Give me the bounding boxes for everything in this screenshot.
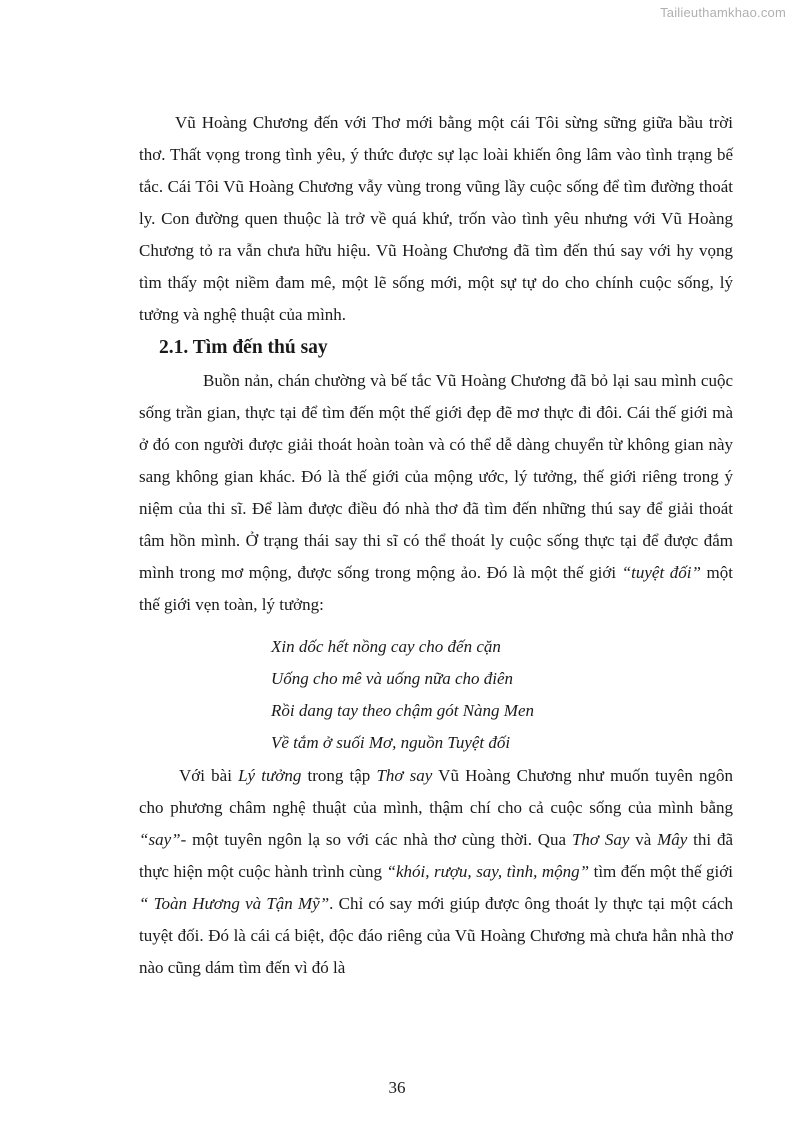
page-number: 36 — [388, 1078, 406, 1097]
poem-line: Uống cho mê và uống nữa cho điên — [271, 669, 514, 688]
poem-excerpt — [139, 631, 733, 759]
poem-line: Rồi dang tay theo chậm gót Nàng Men — [271, 701, 534, 720]
italic-title: Thơ Say — [571, 830, 630, 849]
paragraph-text: Vũ Hoàng Chương như muốn tuyên ngôn cho phương châm nghệ thuật của mình, thậm chí cho cả cuộc sống của mình bằng — [139, 766, 733, 817]
italic-title: Thơ say — [376, 766, 433, 785]
italic-quote: “say” — [139, 830, 181, 849]
italic-quote: “ Toàn Hương và Tận Mỹ” — [139, 894, 330, 913]
paragraph-text: . Chỉ có say mới giúp được ông thoát ly thực tại một cách tuyệt đối. Đó là cái cá biệt, độc đáo riêng của Vũ Hoàng Chương mà chưa hẳn nhà thơ nào cũng dám tìm đến vì đó là — [139, 894, 733, 977]
watermark: Tailieuthamkhao.com — [660, 5, 786, 20]
paragraph-text: trong tập — [301, 766, 377, 785]
paragraph-text: - một tuyên ngôn lạ so với các nhà thơ cùng thời. Qua — [180, 830, 572, 849]
italic-quote: “khói, rượu, say, tình, mộng” — [386, 862, 590, 881]
section-heading: 2.1. Tìm đến thú say — [159, 337, 328, 358]
italic-title: Mây — [657, 830, 688, 849]
italic-title: Lý tưởng — [238, 766, 302, 785]
paragraph-text: Buồn nản, chán chường và bế tắc Vũ Hoàng Chương đã bỏ lại sau mình cuộc sống trần gian, thực tại để tìm đến một thế giới đẹp đẽ mơ thực đi đôi. Cái thế giới mà ở đó con người được giải thoát hoàn toàn và có thể dễ dàng chuyển từ không gian này sang không gian khác. Đó là thế giới của mộng ước, lý tưởng, thế giới riêng trong ý niệm của thi sĩ. Để làm được điều đó nhà thơ đã tìm đến những thú say để giải thoát tâm hồn mình. Ở trạng thái say thi sĩ có thể thoát ly cuộc sống thực tại để được đắm mình trong mơ mộng, được sống trong mộng ảo. Đó là một thế giới — [139, 371, 733, 582]
paragraph-text: thi đã thực hiện một cuộc hành trình cùng — [139, 830, 734, 881]
poem-line: Xin dốc hết nồng cay cho đến cặn — [271, 637, 501, 656]
poem-line: Về tắm ở suối Mơ, nguồn Tuyệt đối — [271, 733, 511, 752]
paragraph-ly-tuong — [139, 760, 733, 984]
paragraph-thu-say — [139, 365, 733, 621]
paragraph-intro: Vũ Hoàng Chương đến với Thơ mới bằng một cái Tôi sừng sững giữa bầu trời thơ. Thất vọng trong tình yêu, ý thức được sự lạc loài khiến ông lâm vào tình trạng bế tắc. Cái Tôi Vũ Hoàng Chương vẫy vùng trong vũng lầy cuộc sống để tìm đường thoát ly. Con đường quen thuộc là trở về quá khứ, trốn vào tình yêu nhưng với Vũ Hoàng Chương tỏ ra vẫn chưa hữu hiệu. Vũ Hoàng Chương đã tìm đến thú say với hy vọng tìm thấy một niềm đam mê, một lẽ sống mới, một sự tự do cho chính cuộc sống, lý tưởng và nghệ thuật của mình. — [139, 113, 733, 324]
paragraph-text: tìm đến một thế giới — [589, 862, 733, 881]
paragraph-text: Với bài — [179, 766, 239, 785]
document-body — [139, 107, 733, 984]
paragraph-text: và — [629, 830, 658, 849]
italic-quote: “tuyệt đối” — [621, 563, 701, 582]
paragraph-text: một thế giới vẹn toàn, lý tưởng: — [139, 563, 734, 614]
